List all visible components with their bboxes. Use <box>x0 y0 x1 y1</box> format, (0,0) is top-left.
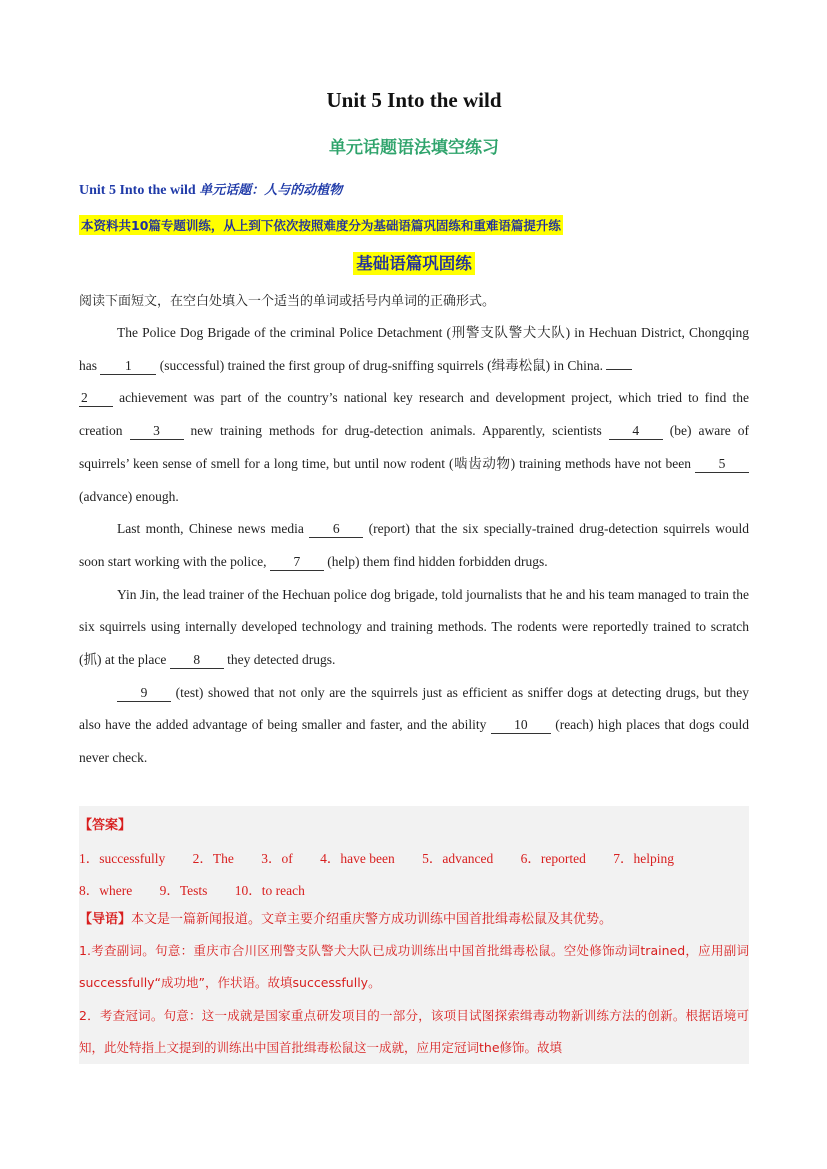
text: achievement was part of the country’s national key research and development project, which tried to find the creation <box>79 390 749 439</box>
answer-section <box>79 806 749 1064</box>
text: (reach) high places that dogs could never check. <box>79 717 749 766</box>
answer-item: 1．successfully <box>79 851 166 866</box>
blank-9: 9 <box>117 685 171 702</box>
text: (help) them find hidden forbidden drugs. <box>323 553 548 569</box>
section-heading <box>79 250 749 274</box>
text: new training methods for drug-detection animals. Apparently, scientists <box>183 423 609 439</box>
text: The Police Dog Brigade of the criminal Police Detachment (刑警支队警犬大队) in Hechuan District, Chongqing has <box>79 325 749 373</box>
page-subtitle: 单元话题语法填空练习 <box>329 138 499 158</box>
paragraph-3 <box>79 579 749 677</box>
blank-4: 4 <box>609 423 663 440</box>
text: Last month, Chinese news media <box>117 521 310 537</box>
answer-row-2 <box>79 879 329 899</box>
passage <box>79 317 749 775</box>
text: (test) showed that not only are the squirrels just as efficient as sniffer dogs at detecting drugs, but they also have the added advantage of being smaller and faster, and the ability <box>79 684 749 733</box>
answer-item: 5．advanced <box>422 851 494 866</box>
explanation-1: 1.考查副词。句意：重庆市合川区刑警支队警犬大队已成功训练出中国首批缉毒松鼠。空处修饰动词trained，应用副词successfully“成功地”，作状语。故填successfully。 <box>79 943 749 990</box>
guide-line <box>79 908 612 927</box>
unit-topic <box>79 179 342 199</box>
paragraph-2 <box>79 513 749 578</box>
answer-item: 9．Tests <box>159 883 208 898</box>
answer-item: 10．to reach <box>234 883 305 898</box>
paragraph-4 <box>79 677 749 775</box>
blank-10: 10 <box>491 717 551 734</box>
blank-3: 3 <box>130 423 184 440</box>
answer-heading: 【答案】 <box>79 818 132 833</box>
blank-2-prefix <box>606 369 632 370</box>
text: Yin Jin, the lead trainer of the Hechuan police dog brigade, told journalists that he and his team managed to train the six squirrels using internally developed technology and training methods. The rodents were reportedly trained to scratch (抓) at the place <box>79 586 749 668</box>
answer-item: 6．reported <box>520 851 586 866</box>
answer-item: 3．of <box>261 851 293 866</box>
explanation-2: 2．考查冠词。句意：这一成就是国家重点研发项目的一部分，该项目试图探索缉毒动物新训练方法的创新。根据语境可知，此处特指上文提到的训练出中国首批缉毒松鼠这一成就，应用定冠词the修饰。故填 <box>79 1008 749 1055</box>
answer-item: 2．The <box>192 851 234 866</box>
blank-5: 5 <box>695 456 749 473</box>
guide-text: 本文是一篇新闻报道。文章主要介绍重庆警方成功训练中国首批缉毒松鼠及其优势。 <box>131 912 613 927</box>
notice-banner: 本资料共10篇专题训练，从上到下依次按照难度分为基础语篇巩固练和重难语篇提升练 <box>79 215 563 235</box>
page-title: Unit 5 Into the wild <box>326 88 502 112</box>
topic-en: Unit 5 Into the wild <box>79 183 200 198</box>
answer-item: 7．helping <box>613 851 675 866</box>
topic-cn: 单元话题：人与的动植物 <box>199 183 343 198</box>
text: (be) aware of squirrels’ keen sense of smell for a long time, but until now rodent (啮齿动物) training methods have not been <box>79 423 749 471</box>
blank-8: 8 <box>170 652 224 669</box>
answer-row-1 <box>79 847 698 867</box>
answer-item: 8．where <box>79 883 133 898</box>
text: (successful) trained the first group of drug-sniffing squirrels (缉毒松鼠) in China. <box>156 357 607 373</box>
guide-label: 【导语】 <box>79 912 132 927</box>
answer-item: 4．have been <box>320 851 395 866</box>
instruction-text: 阅读下面短文，在空白处填入一个适当的单词或括号内单词的正确形式。 <box>79 294 496 309</box>
section-title: 基础语篇巩固练 <box>353 252 475 275</box>
blank-2: 2 <box>79 390 113 407</box>
paragraph-1 <box>79 317 749 513</box>
text: (advance) enough. <box>79 488 179 504</box>
blank-1: 1 <box>100 358 156 375</box>
blank-7: 7 <box>270 554 324 571</box>
blank-6: 6 <box>309 521 363 538</box>
text: (report) that the six specially-trained drug-detection squirrels would soon start working with the police, <box>79 521 750 569</box>
text: they detected drugs. <box>223 652 336 668</box>
